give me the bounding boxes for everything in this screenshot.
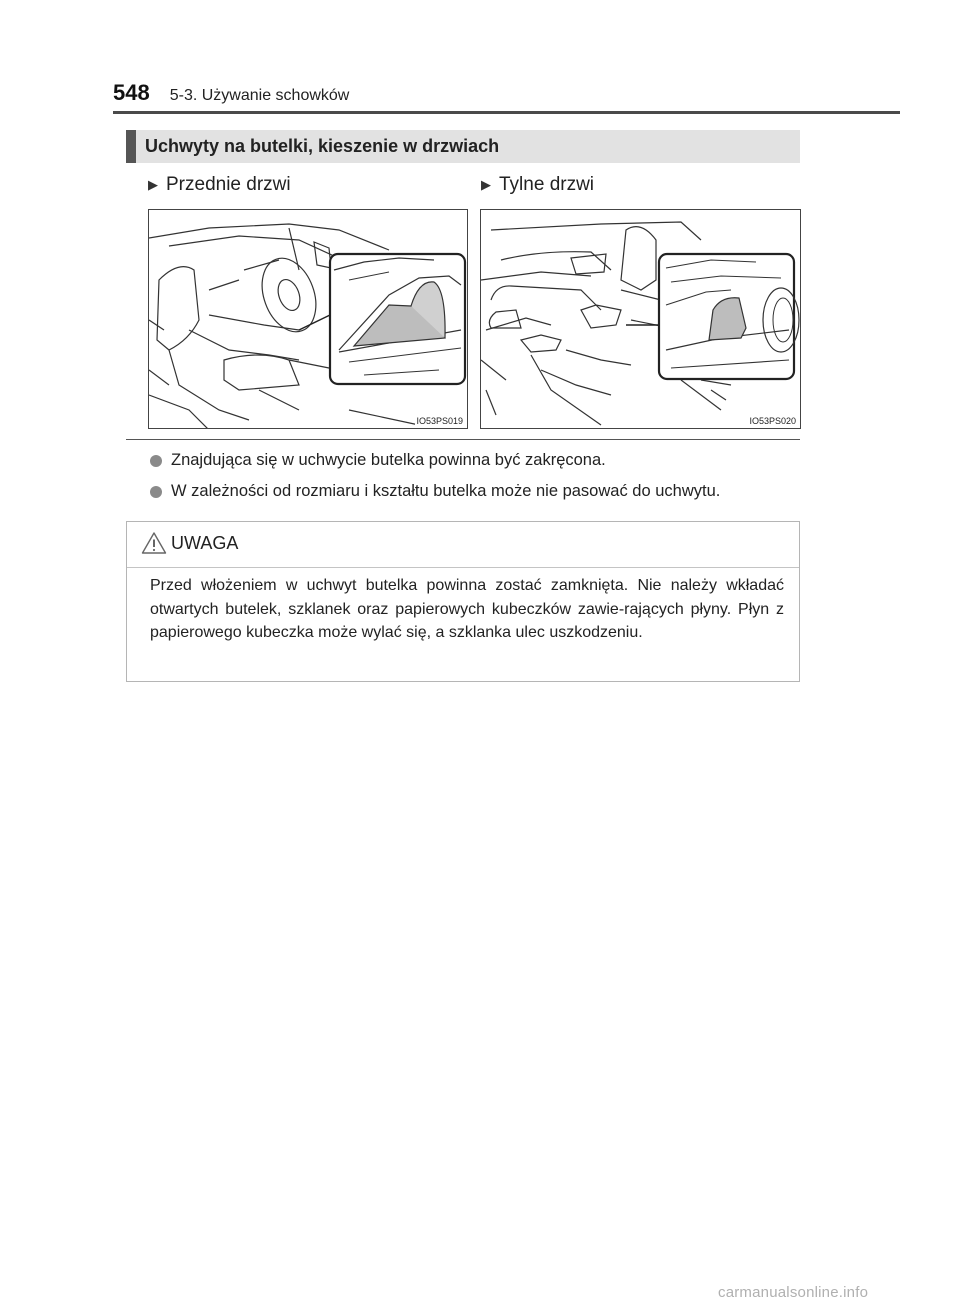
page-number: 548 <box>113 80 150 105</box>
chapter-title: 5-3. Używanie schowków <box>169 87 350 104</box>
bullet-text: W zależności od rozmiaru i kształtu butelka może nie pasować do uchwytu. <box>171 482 721 500</box>
section-heading-text: Uchwyty na butelki, kieszenie w drzwiach <box>145 136 500 156</box>
front-door-label <box>148 174 291 196</box>
warning-box <box>126 521 800 682</box>
triangle-right-icon: ▶ <box>481 177 491 192</box>
watermark: carmanualsonline.info <box>718 1284 869 1301</box>
rear-door-label <box>481 174 594 196</box>
list-item <box>150 450 810 471</box>
bullet-text: Znajdująca się w uchwycie butelka powinna być zakręcona. <box>171 451 606 469</box>
warning-divider <box>127 567 799 568</box>
warning-header <box>141 531 238 555</box>
front-door-detail-inset <box>149 210 468 429</box>
header-rule <box>113 111 900 114</box>
figure-divider <box>126 439 800 440</box>
warning-text: Przed włożeniem w uchwyt butelka powinna zostać zamknięta. Nie należy wkładać otwartych butelek, szklanek oraz papierowych kubeczków zawie-rających płyny. Płyn z papierowego kubeczka może wylać się, a szklanka ulec uszkodzeniu. <box>150 577 784 641</box>
rear-door-illustration <box>480 209 801 429</box>
front-door-label-text: Przednie drzwi <box>166 174 291 195</box>
warning-title: UWAGA <box>171 532 239 553</box>
triangle-right-icon: ▶ <box>148 177 158 192</box>
warning-triangle-icon <box>141 531 167 555</box>
rear-door-detail-inset <box>481 210 801 429</box>
rear-door-label-text: Tylne drzwi <box>499 174 595 195</box>
front-door-illustration <box>148 209 468 429</box>
bullet-list <box>150 450 810 512</box>
rear-figure-code: IO53PS020 <box>749 416 796 426</box>
front-figure-code: IO53PS019 <box>416 416 463 426</box>
bullet-dot-icon <box>150 455 162 467</box>
list-item <box>150 481 810 502</box>
page-header <box>113 80 349 110</box>
bullet-dot-icon <box>150 486 162 498</box>
section-heading <box>126 130 800 163</box>
